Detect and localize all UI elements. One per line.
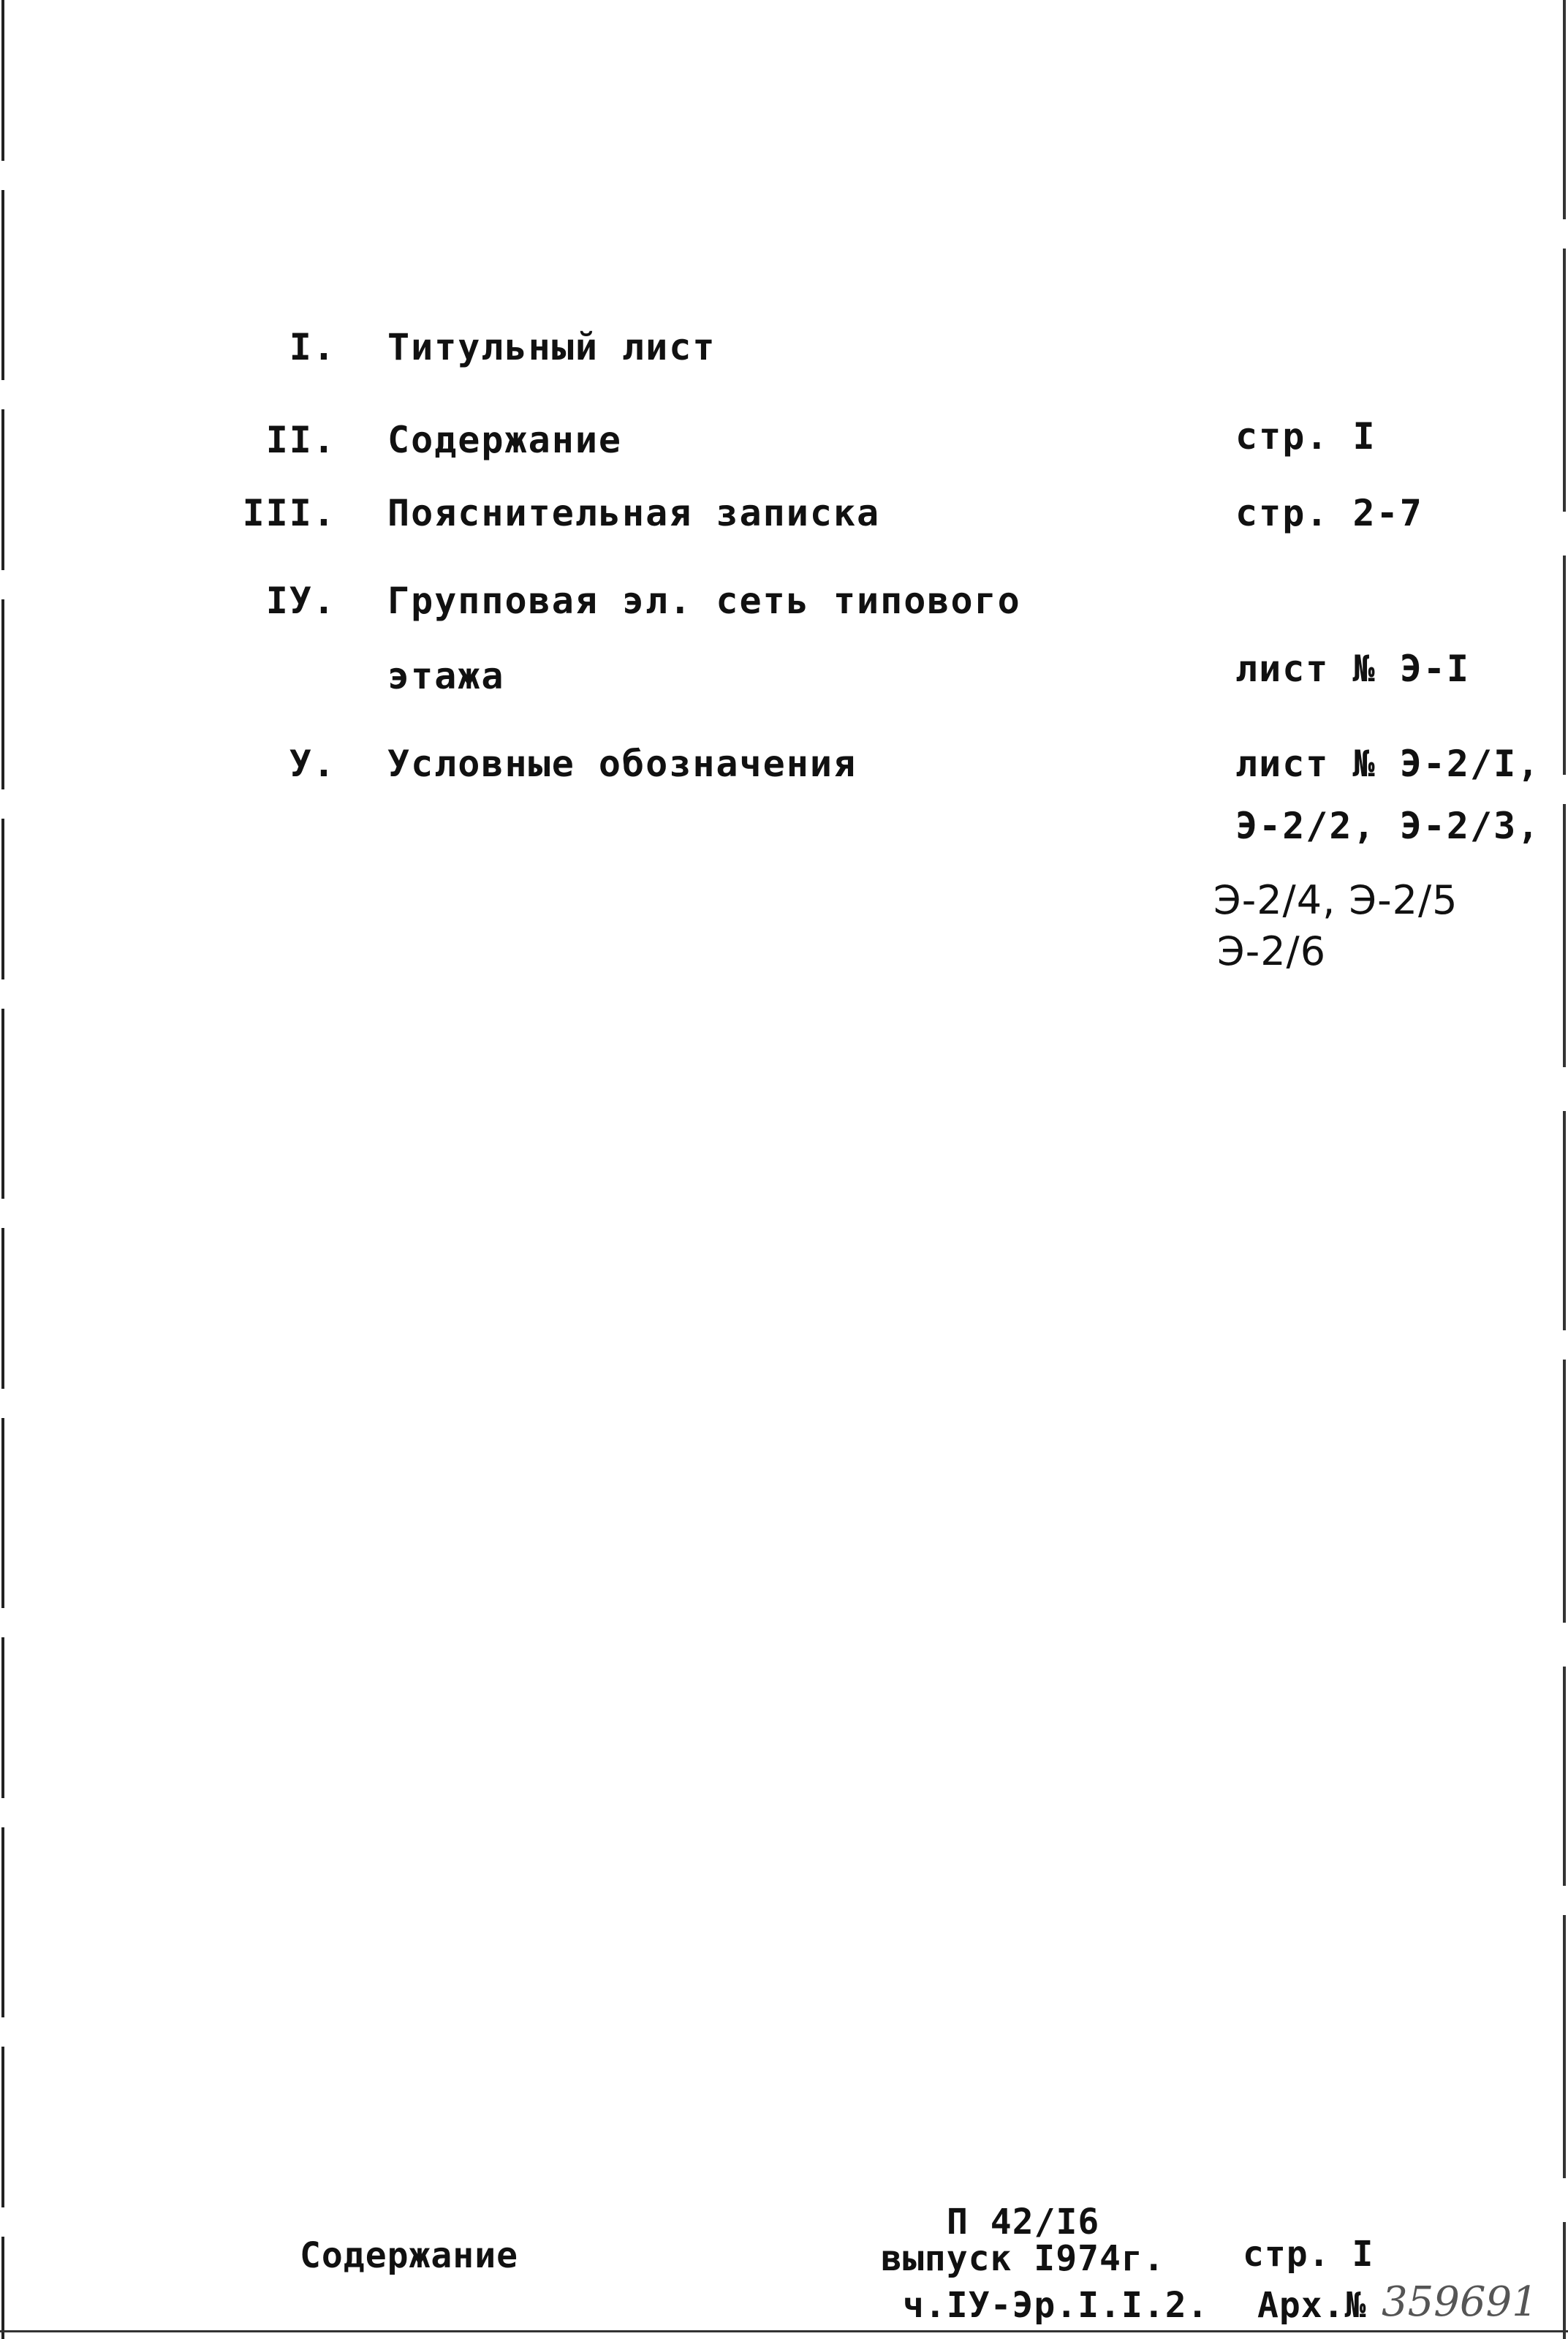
footer-issue: выпуск I974г. [881,2238,1165,2279]
toc-item-2-title: Содержание [387,419,623,461]
toc-item-2-ref: стр. I [1235,415,1376,458]
footer-archive-label: Арх.№ [1257,2285,1367,2326]
footer-page: стр. I [1243,2234,1374,2275]
footer-title: Содержание [300,2235,518,2276]
toc-item-5-ref-line4: Э-2/6 [1217,928,1327,974]
toc-item-5-ref-line2: Э-2/2, Э-2/3, [1235,805,1541,847]
toc-item-5-title: Условные обозначения [387,743,857,785]
toc-item-4-title: Групповая эл. сеть типового [387,580,1021,622]
toc-item-2-number: II. [265,419,336,461]
toc-item-5-number: У. [289,743,336,785]
toc-item-4-number: IУ. [265,580,336,622]
toc-item-5-ref-line3: Э-2/4, Э-2/5 [1213,877,1458,923]
footer-part: ч.IУ-Эр.I.I.2. [903,2285,1209,2326]
toc-item-1-title: Титульный лист [387,326,716,368]
footer-code: П 42/I6 [947,2202,1100,2243]
toc-item-3-number: III. [242,492,336,534]
footer-archive-number: 359691 [1382,2278,1538,2326]
toc-item-3-title: Пояснительная записка [387,492,881,534]
toc-item-4-ref: лист № Э-I [1235,648,1471,690]
toc-item-4-title-cont: этажа [387,655,505,697]
toc-item-1-number: I. [289,326,336,368]
toc-item-5-ref: лист № Э-2/I, [1235,743,1541,785]
scan-edge-bottom [0,2330,1568,2332]
toc-item-3-ref: стр. 2-7 [1235,492,1423,534]
scan-edge-left [1,0,4,2339]
scan-edge-right [1563,0,1566,2339]
